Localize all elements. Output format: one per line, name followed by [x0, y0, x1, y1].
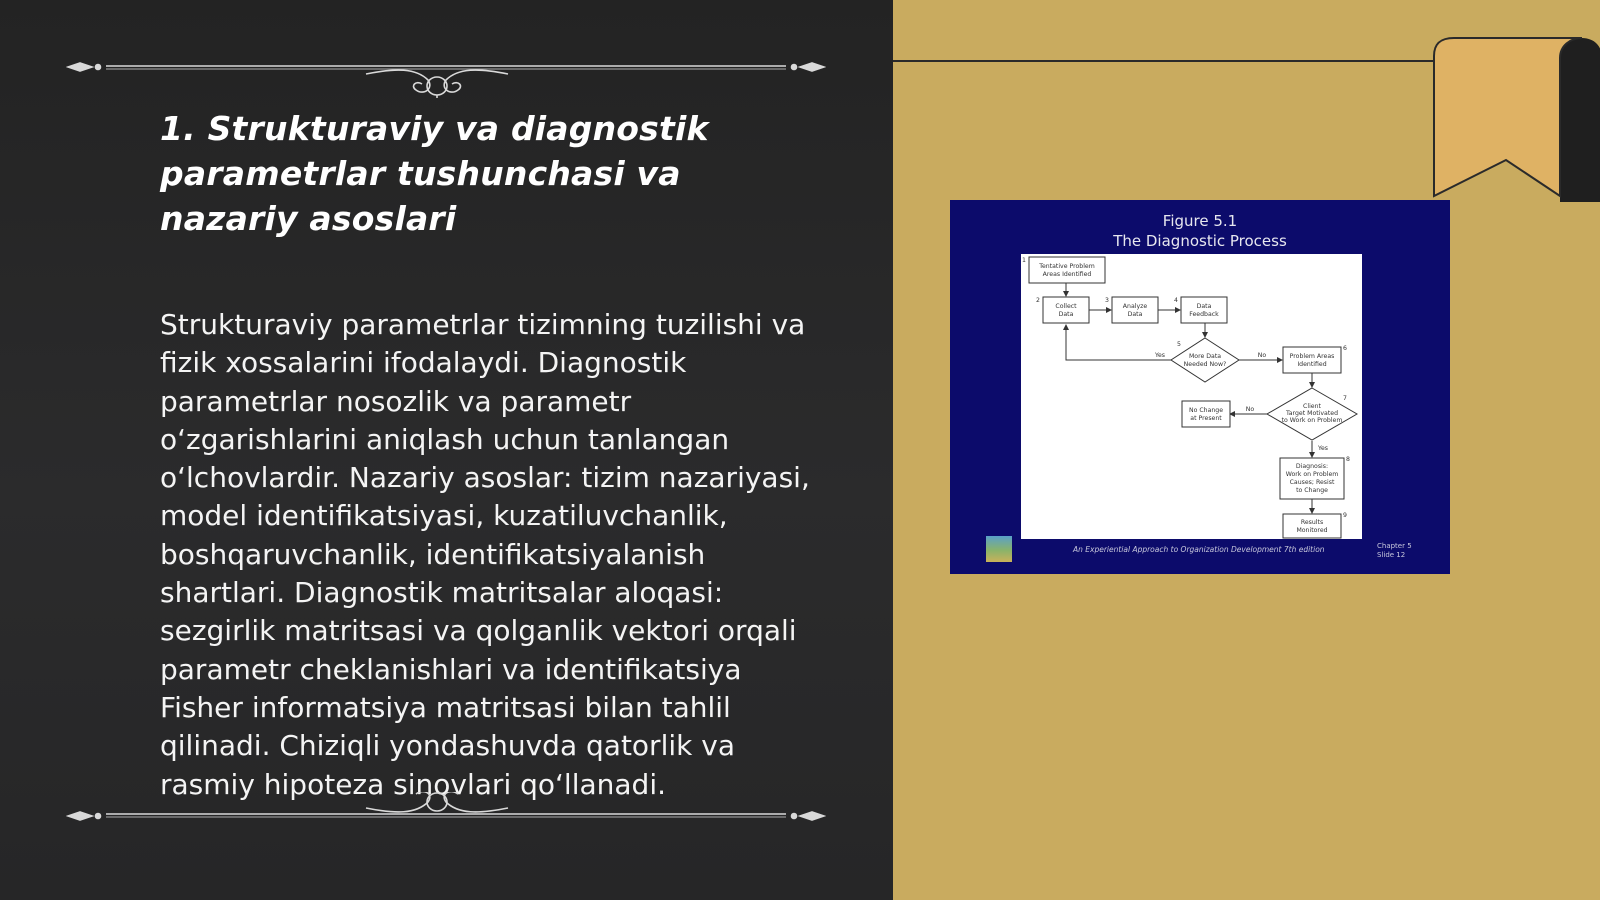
book-cover-thumbnail	[986, 536, 1012, 562]
flow-box-3-line1: Analyze	[1122, 303, 1148, 310]
flow-diamond-7-line2: Target Motivated	[1286, 410, 1338, 417]
flow-box-2	[1043, 297, 1089, 323]
flow-diamond-5-line2: Needed Now?	[1183, 361, 1227, 368]
flow-num-6: 6	[1343, 345, 1347, 352]
flow-diamond-7-line3: to Work on Problem	[1281, 417, 1343, 424]
flow-num-3: 3	[1105, 297, 1109, 304]
figure-chapter-line1: Chapter 5	[1377, 542, 1412, 550]
flow-box-2-line2: Data	[1058, 311, 1074, 318]
flow-box-3-line2: Data	[1127, 311, 1143, 318]
flow-box-4	[1181, 297, 1227, 323]
flow-label-no-1: No	[1257, 352, 1267, 359]
flow-box-1-line2: Areas Identified	[1042, 271, 1092, 278]
flow-box-4-line2: Feedback	[1189, 311, 1219, 318]
figure-chapter-label	[1377, 542, 1412, 560]
flow-box-no-change-line2: at Present	[1190, 415, 1222, 422]
flow-diamond-5-line1: More Data	[1188, 353, 1222, 360]
bottom-scroll-divider-icon	[66, 792, 826, 852]
flow-num-7: 7	[1343, 395, 1347, 402]
flow-num-8: 8	[1346, 456, 1350, 463]
flow-label-yes-2: Yes	[1318, 445, 1328, 452]
flow-box-no-change	[1182, 401, 1230, 427]
figure-label: Figure 5.1	[1162, 212, 1238, 230]
flow-diamond-5	[1171, 338, 1239, 382]
flow-box-6-line1: Problem Areas	[1289, 353, 1335, 360]
flow-num-5: 5	[1177, 341, 1181, 348]
flow-num-4: 4	[1174, 297, 1178, 304]
flow-box-2-line1: Collect	[1055, 303, 1077, 310]
flow-box-3	[1112, 297, 1158, 323]
flow-box-1	[1029, 257, 1105, 283]
flow-label-no-2: No	[1245, 406, 1255, 413]
flow-box-no-change-line1: No Change	[1188, 407, 1224, 414]
flow-diamond-7-line1: Client	[1303, 403, 1321, 410]
flow-box-9-line2: Monitored	[1296, 527, 1328, 534]
flow-box-8-line2: Work on Problem	[1285, 471, 1339, 478]
figure-footer: An Experiential Approach to Organization Development 7th edition	[1073, 545, 1325, 554]
flow-box-6	[1283, 347, 1341, 373]
flow-box-1-line1: Tentative Problem	[1039, 263, 1095, 270]
flow-box-8-line1: Diagnosis:	[1295, 463, 1329, 470]
flow-box-9	[1283, 514, 1341, 538]
flow-box-8-line3: Causes; Resist	[1289, 479, 1335, 486]
slide-body-text: Strukturaviy parametrlar tizimning tuzilishi va fizik xossalarini ifodalaydi. Diagnostik parametrlar nosozlik va parametr o‘zgarishlarini aniqlash uchun tanlangan o‘lchovlardir. Nazariy asoslar: tizim nazariyasi, model identifikatsiyasi, kuzatiluvchanlik, boshqaruvchanlik, identifikatsiyalanish shartlari. Diagnostik matritsalar aloqasi: sezgirlik matritsasi va qolganlik vektori orqali parametr cheklanishlari va identifikatsiya Fisher informatsiya matritsasi bilan tahlil qilinadi. Chiziqli yondashuvda qatorlik va rasmiy hipoteza sinovlari qo‘llanadi.	[160, 308, 810, 801]
flow-num-9: 9	[1343, 512, 1347, 519]
figure-chapter-line2: Slide 12	[1377, 551, 1406, 559]
top-scroll-divider-icon	[66, 38, 826, 98]
flow-box-4-line1: Data	[1196, 303, 1212, 310]
figure-caption: The Diagnostic Process	[1113, 232, 1287, 250]
flow-box-8-line4: to Change	[1296, 487, 1328, 494]
flow-label-yes-1: Yes	[1155, 352, 1165, 359]
diagnostic-process-figure	[950, 200, 1450, 574]
ribbon-bookmark-icon	[1432, 36, 1600, 202]
flow-num-1: 1	[1022, 257, 1026, 264]
slide-title: 1. Strukturaviy va diagnostik parametrlar tushunchasi va nazariy asoslari	[160, 109, 709, 238]
flow-box-9-line1: Results	[1300, 519, 1324, 526]
flowchart-canvas	[1021, 254, 1362, 539]
flow-box-6-line2: Identified	[1297, 361, 1327, 368]
flow-num-2: 2	[1036, 297, 1040, 304]
flowchart-diagram	[1021, 254, 1362, 539]
